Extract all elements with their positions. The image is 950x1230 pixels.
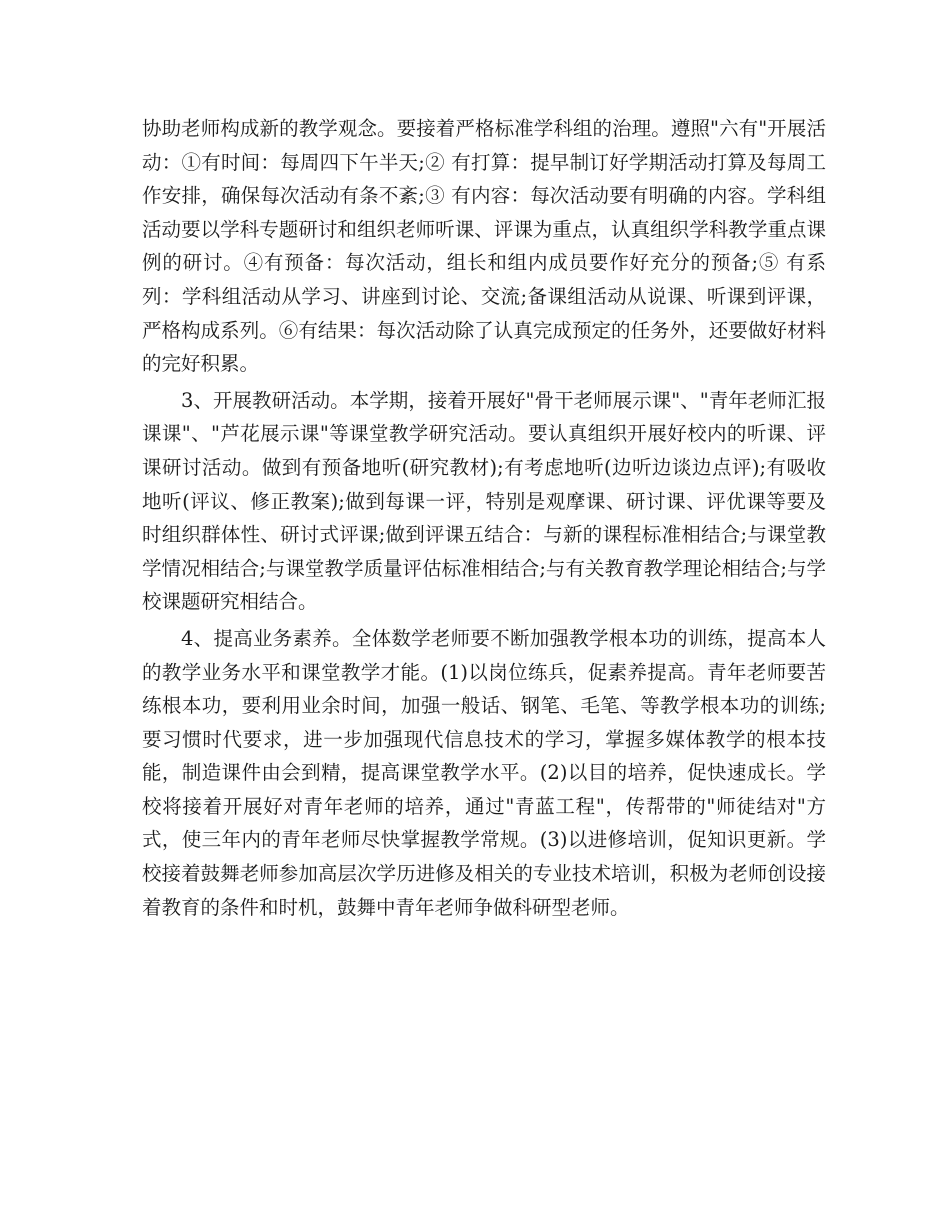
paragraph-teaching-groups: 协助老师构成新的教学观念。要接着严格标准学科组的治理。遵照"六有"开展活动：①有时间：每周四下午半天;② 有打算：提早制订好学期活动打算及每周工作安排，确保每次活动有条不紊;③ 有内容：每次活动要有明确的内容。学科组活动要以学科专题研讨和组织老师听课、评课为重点，认真组织学科教学重点课例的研讨。④有预备：每次活动，组长和组内成员要作好充分的预备;⑤ 有系列：学科组活动从学习、讲座到讨论、交流;备课组活动从说课、听课到评课，严格构成系列。⑥有结果：每次活动除了认真完成预定的任务外，还要做好材料的完好积累。 bbox=[142, 117, 826, 376]
document-body bbox=[142, 112, 826, 927]
paragraph-teaching-research: 3、开展教研活动。本学期，接着开展好"骨干老师展示课"、"青年老师汇报课课"、"芦花展示课"等课堂教学研究活动。要认真组织开展好校内的听课、评课研讨活动。做到有预备地听(研究教材);有考虑地听(边听边谈边点评);有吸收地听(评议、修正教案);做到每课一评，特别是观摩课、研讨课、评优课等要及时组织群体性、研讨式评课;做到评课五结合：与新的课程标准相结合;与课堂教学情况相结合;与课堂教学质量评估标准相结合;与有关教育教学理论相结合;与学校课题研究相结合。 bbox=[142, 388, 826, 614]
paragraph-professional-quality: 4、提高业务素养。全体数学老师要不断加强教学根本功的训练，提高本人的教学业务水平和课堂教学才能。(1)以岗位练兵，促素养提高。青年老师要苦练根本功，要利用业余时间，加强一般话、钢笔、毛笔、等教学根本功的训练;要习惯时代要求，进一步加强现代信息技术的学习，掌握多媒体教学的根本技能，制造课件由会到精，提高课堂教学水平。(2)以目的培养，促快速成长。学校将接着开展好对青年老师的培养，通过"青蓝工程"，传帮带的"师徒结对"方式，使三年内的青年老师尽快掌握教学常规。(3)以进修培训，促知识更新。学校接着鼓舞老师参加高层次学历进修及相关的专业技术培训，积极为老师创设接着教育的条件和时机，鼓舞中青年老师争做科研型老师。 bbox=[142, 626, 826, 919]
